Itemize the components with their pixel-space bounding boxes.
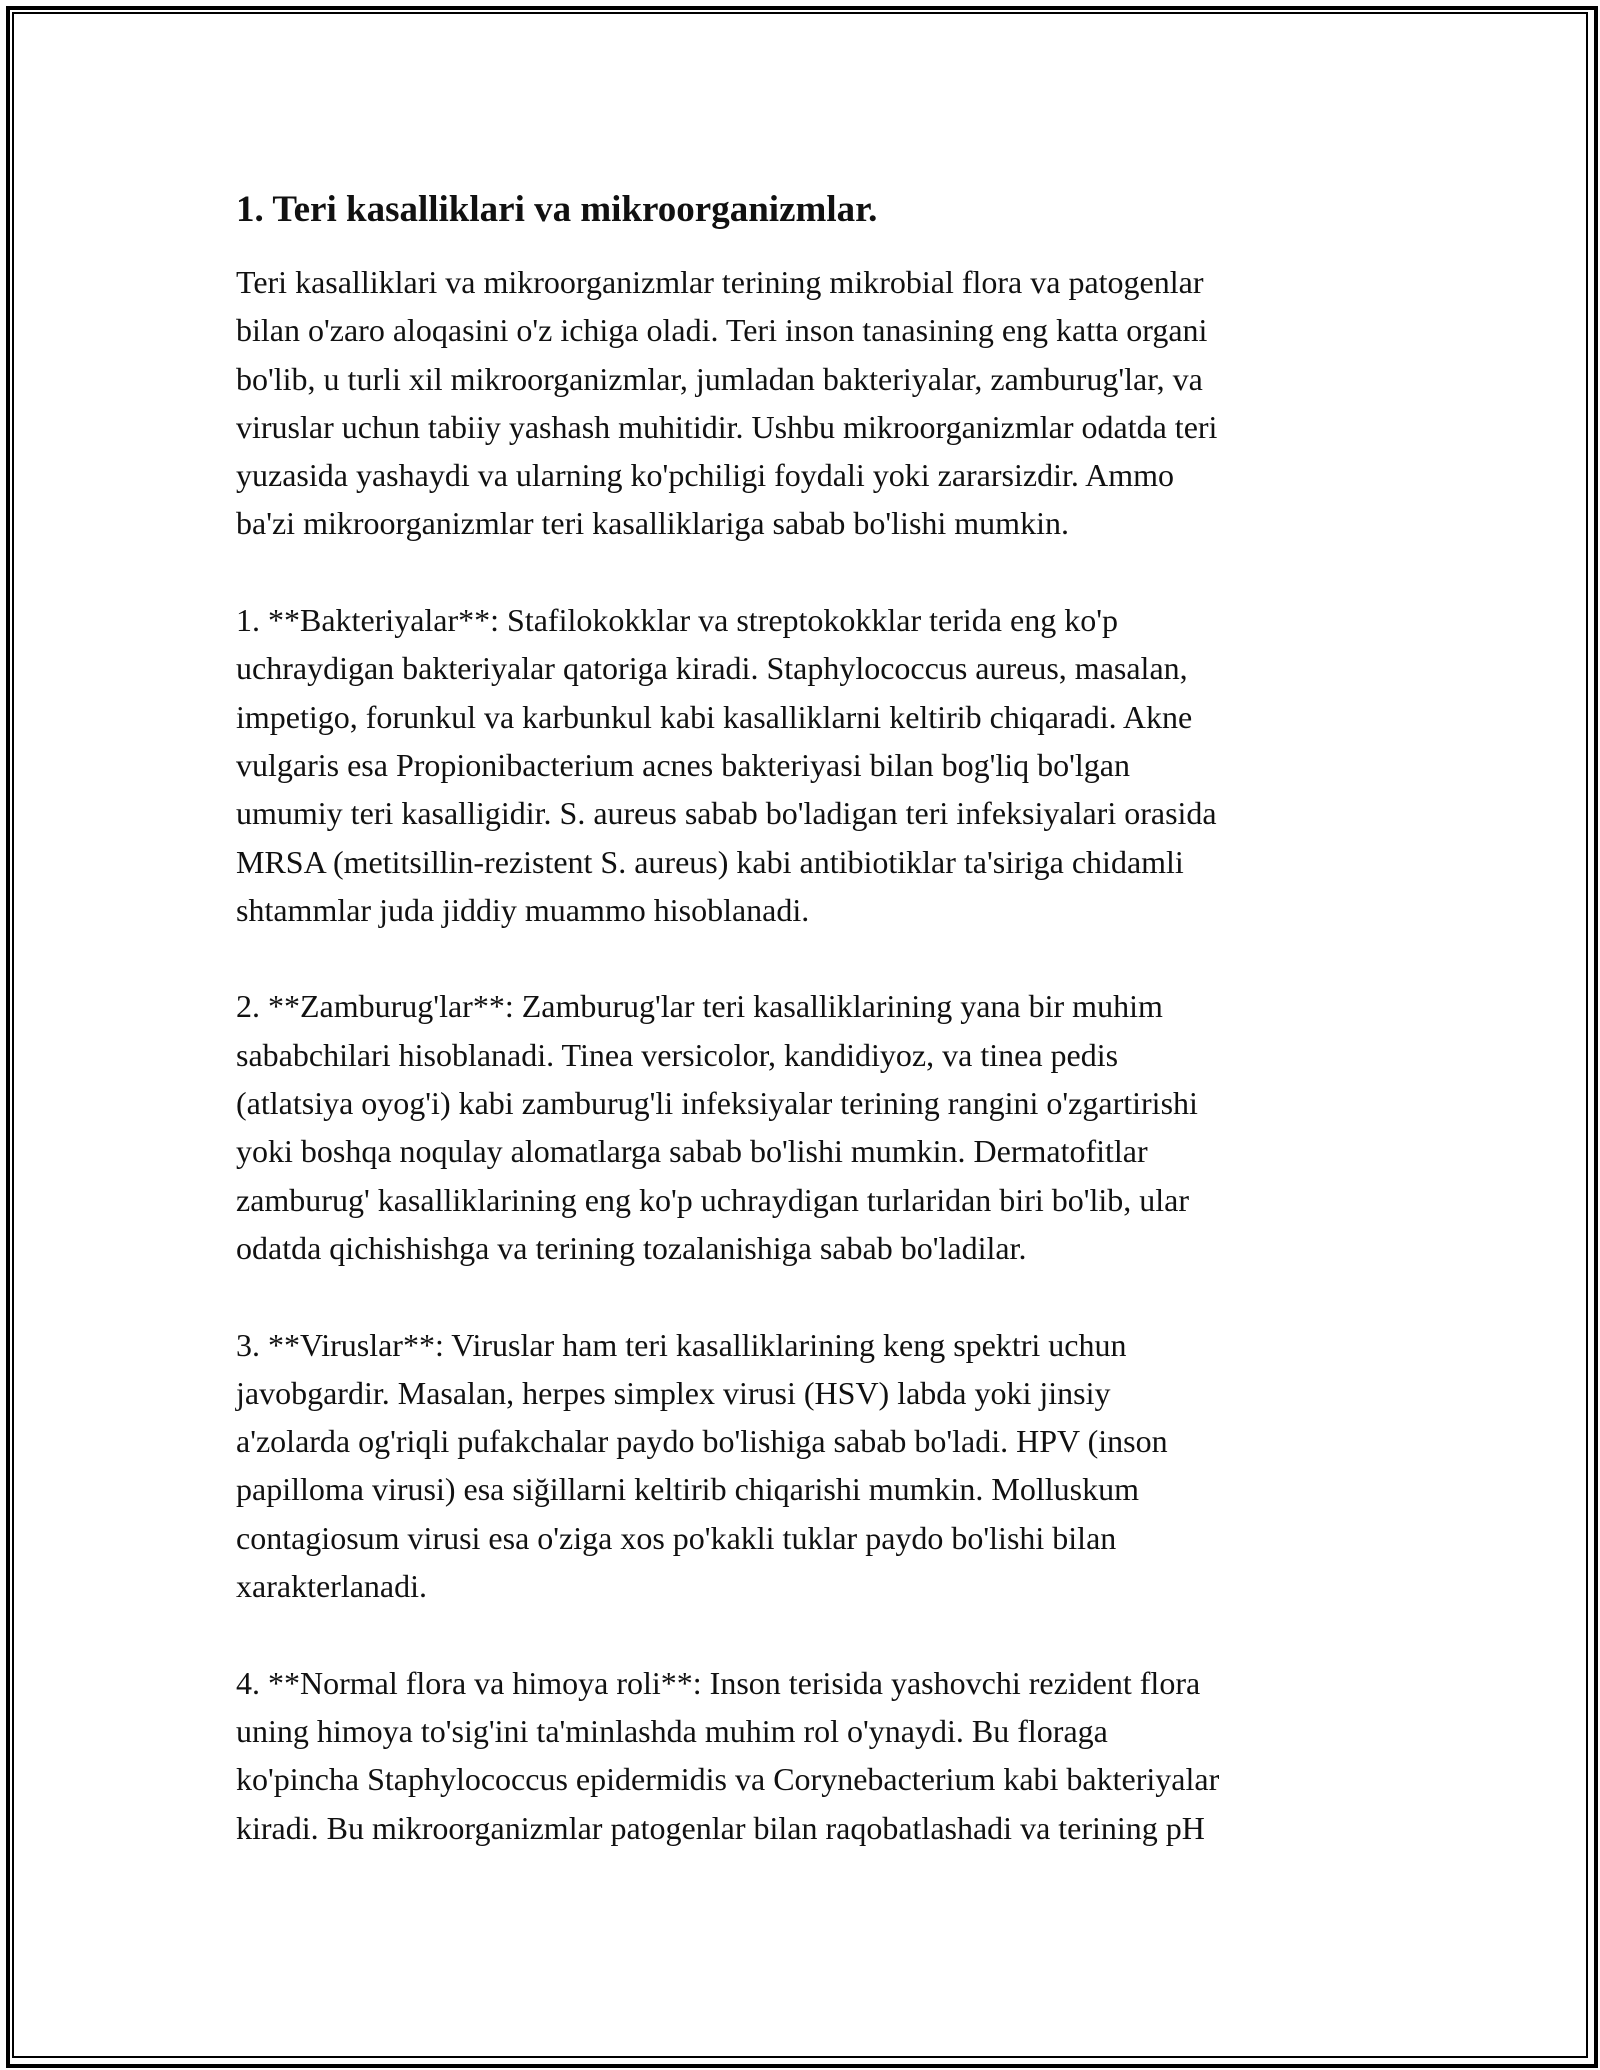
text-line: bilan o'zaro aloqasini o'z ichiga oladi. Teri inson tanasining eng katta organi [236,312,1208,349]
text-line: MRSA (metitsillin-rezistent S. aureus) kabi antibiotiklar ta'siriga chidamli [236,843,1184,880]
paragraph-bacteria [236,596,1376,934]
text-line: zamburug' kasalliklarining eng ko'p uchraydigan turlaridan biri bo'lib, ular [236,1181,1190,1218]
text-line: yuzasida yashaydi va ularning ko'pchiligi foydali yoki zararsizdir. Ammo [236,457,1174,494]
paragraph-gap [236,1610,1376,1658]
text-line: sababchilari hisoblanadi. Tinea versicolor, kandidiyoz, va tinea pedis [236,1036,1119,1073]
text-line: impetigo, forunkul va karbunkul kabi kasalliklarni keltirib chiqaradi. Akne [236,698,1193,735]
text-line: yoki boshqa noqulay alomatlarga sabab bo'lishi mumkin. Dermatofitlar [236,1133,1148,1170]
text-line: a'zolarda og'riqli pufakchalar paydo bo'lishiga sabab bo'ladi. HPV (inson [236,1423,1168,1460]
text-line: 2. **Zamburug'lar**: Zamburug'lar teri kasalliklarining yana bir muhim [236,988,1163,1025]
paragraph-normal-flora [236,1659,1376,1852]
text-line: kiradi. Bu mikroorganizmlar patogenlar bilan raqobatlashadi va terining pH [236,1809,1205,1846]
text-line: javobgardir. Masalan, herpes simplex virusi (HSV) labda yoki jinsiy [236,1374,1111,1411]
document-title: 1. Teri kasalliklari va mikroorganizmlar. [236,189,878,230]
text-line: umumiy teri kasalligidir. S. aureus sabab bo'ladigan teri infeksiyalari orasida [236,795,1217,832]
text-line: contagiosum virusi esa o'ziga xos po'kakli tuklar paydo bo'lishi bilan [236,1519,1117,1556]
text-line: vulgaris esa Propionibacterium acnes bakteriyasi bilan bog'liq bo'lgan [236,746,1130,783]
paragraph-intro [236,258,1376,548]
text-line: papilloma virusi) esa siğillarni keltirib chiqarishi mumkin. Molluskum [236,1471,1139,1508]
text-line: xarakterlanadi. [236,1568,427,1605]
paragraph-gap [236,1272,1376,1320]
paragraph-viruses [236,1321,1376,1611]
text-line: shtammlar juda jiddiy muammo hisoblanadi. [236,891,810,928]
text-line: Teri kasalliklari va mikroorganizmlar terining mikrobial flora va patogenlar [236,264,1204,300]
text-line: uchraydigan bakteriyalar qatoriga kiradi. Staphylococcus aureus, masalan, [236,650,1188,687]
text-line: viruslar uchun tabiiy yashash muhitidir. Ushbu mikroorganizmlar odatda teri [236,408,1218,445]
text-line: 1. **Bakteriyalar**: Stafilokokklar va streptokokklar terida eng ko'p [236,602,1118,639]
text-line: ba'zi mikroorganizmlar teri kasalliklariga sabab bo'lishi mumkin. [236,505,1069,542]
paragraph-fungi [236,982,1376,1272]
text-line: 4. **Normal flora va himoya roli**: Inson terisida yashovchi rezident flora [236,1664,1201,1701]
paragraph-gap [236,934,1376,982]
text-line: (atlatsiya oyog'i) kabi zamburug'li infeksiyalar terining rangini o'zgartirishi [236,1085,1198,1122]
paragraph-gap [236,548,1376,596]
text-line: odatda qichishishga va terining tozalanishiga sabab bo'ladilar. [236,1229,1027,1266]
text-line: uning himoya to'sig'ini ta'minlashda muhim rol o'ynaydi. Bu floraga [236,1712,1108,1749]
text-line: 3. **Viruslar**: Viruslar ham teri kasalliklarining keng spektri uchun [236,1326,1127,1363]
text-line: bo'lib, u turli xil mikroorganizmlar, jumladan bakteriyalar, zamburug'lar, va [236,360,1203,397]
text-line: ko'pincha Staphylococcus epidermidis va Corynebacterium kabi bakteriyalar [236,1761,1220,1798]
document-body [236,186,1376,1852]
